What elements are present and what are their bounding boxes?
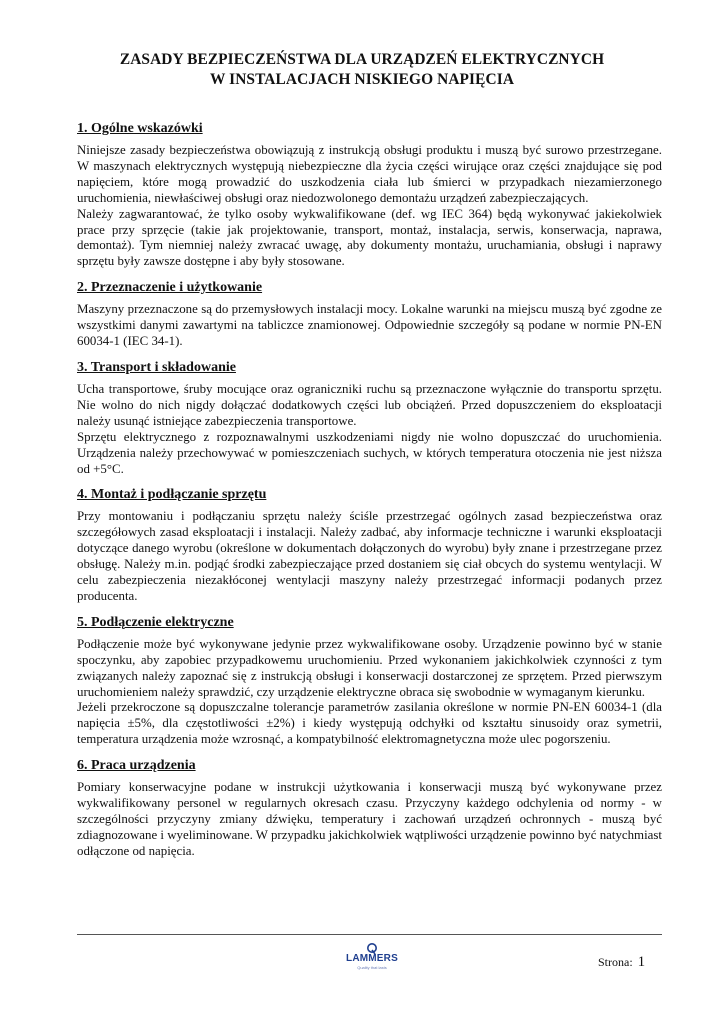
section-paragraph: Przy montowaniu i podłączaniu sprzętu należy ściśle przestrzegać ogólnych zasad bezpieczeństwa oraz szczegółowych zasad eksploatacji i instalacji. Należy zadbać, aby informacje techniczne i warunki eksploatacji dotyczące danego wyrobu (określone w dokumentach dołączonych do wyrobu) były znane i przestrzegane przez obsługę. Należy m.in. podjąć środki zabezpieczające przed dostaniem się ciał obcych do systemu wentylacji. W celu zabezpieczenia niezakłóconej wentylacji maszyny należy przestrzegać informacji podanych przez producenta. <box>77 509 662 603</box>
document-body <box>77 120 662 869</box>
section-heading: 5. Podłączenie elektryczne <box>77 614 234 630</box>
section-paragraph: Należy zagwarantować, że tylko osoby wykwalifikowane (def. wg IEC 364) będą wykonywać jakiekolwiek prace przy sprzęcie (takie jak projektowanie, transport, montaż, instalacja, serwis, konserwacja, naprawa, demontaż). Tym niemniej należy zwracać uwagę, aby dokumenty montażu, uruchamiania, obsługi i naprawy sprzętu były zawsze dostępne i aby były stosowane. <box>77 206 662 269</box>
title-line-2: W INSTALACJACH NISKIEGO NAPIĘCIA <box>209 71 515 88</box>
section-paragraph: Podłączenie może być wykonywane jedynie przez wykwalifikowane osoby. Urządzenie powinno być w stanie spoczynku, aby zapobiec przypadkowemu uruchomieniu. Przed wykonaniem jakichkolwiek czynności z tym związanych należy zapoznać się z instrukcją obsługi i konserwacji dostarczonej ze sprzętem. Przed pierwszym uruchomieniem należy sprawdzić, czy urządzenie elektryczne obraca się swobodnie w wymaganym kierunku. <box>77 636 662 699</box>
section-device-operation <box>77 757 662 860</box>
section-general-guidelines <box>77 120 662 270</box>
section-paragraph: Niniejsze zasady bezpieczeństwa obowiązują z instrukcją obsługi produktu i muszą być surowo przestrzegane. W maszynach elektrycznych występują niebezpieczne dla życia części wirujące oraz części znajdujące się pod napięciem, które mogą prowadzić do uszkodzenia ciała lub śmierci w przypadkach niezamierzonego uruchomienia, niewłaściwej obsługi oraz niedozwolonego demontażu urządzeń zabezpieczających. <box>77 143 662 205</box>
footer-divider <box>77 934 662 935</box>
section-transport-and-storage <box>77 359 662 477</box>
section-paragraph: Ucha transportowe, śruby mocujące oraz ograniczniki ruchu są przeznaczone wyłącznie do transportu sprzętu. Nie wolno do nich nigdy dołączać dodatkowych części lub obciążeń. Przed dopuszczeniem do eksploatacji należy usunąć istniejące zabezpieczenia transportowe. <box>77 381 662 428</box>
logo-tagline: Quality that lasts <box>357 965 387 970</box>
section-paragraph: Jeżeli przekroczone są dopuszczalne tolerancje parametrów zasilania określone w normie PN-EN 60034-1 (dla napięcia ±5%, dla częstotliwości ±2%) i kiedy występują odchyłki od kształtu sinusoidy oraz symetrii, temperatura urządzenia może wzrosnąć, a kompatybilność elektromagnetyczna może ulec pogorszeniu. <box>77 700 662 747</box>
section-heading: 6. Praca urządzenia <box>77 758 196 774</box>
section-heading: 2. Przeznaczenie i użytkowanie <box>77 280 263 296</box>
section-paragraph: Sprzętu elektrycznego z rozpoznawalnymi uszkodzeniami nigdy nie wolno dopuszczać do uruchomienia. Urządzenia należy przechowywać w pomieszczeniach suchych, w których temperatura otoczenia nie jest niższa od +5°C. <box>77 429 662 476</box>
document-title <box>60 50 664 90</box>
section-heading: 1. Ogólne wskazówki <box>77 121 203 136</box>
section-assembly-and-connection <box>77 486 662 604</box>
section-electrical-connection <box>77 614 662 748</box>
company-logo <box>332 942 412 972</box>
page-label: Strona: <box>598 955 633 969</box>
title-line-1: ZASADY BEZPIECZEŃSTWA DLA URZĄDZEŃ ELEKTRYCZNYCH <box>119 51 605 68</box>
section-paragraph: Maszyny przeznaczone są do przemysłowych instalacji mocy. Lokalne warunki na miejscu muszą być zgodne ze wszystkimi danymi zawartymi na tabliczce znamionowej. Odpowiednie szczegóły są podane w normie PN-EN 60034-1 (IEC 34-1). <box>77 302 662 349</box>
section-paragraph: Pomiary konserwacyjne podane w instrukcji użytkowania i konserwacji muszą być wykonywane przez wykwalifikowany personel w regularnych okresach czasu. Przyczyny każdego odchylenia od normy - w szczególności przyczyny zmiany dźwięku, temperatury i zachowań urządzeń ochronnych - muszą być zdiagnozowane i wyeliminowane. W przypadku jakichkolwiek wątpliwości urządzenie powinno być natychmiast odłączone od napięcia. <box>77 780 662 858</box>
section-heading: 4. Montaż i podłączanie sprzętu <box>77 487 267 503</box>
page-number-value: 1 <box>637 954 646 970</box>
page-number <box>598 954 645 971</box>
section-purpose-and-use <box>77 279 662 350</box>
section-heading: 3. Transport i składowanie <box>77 359 236 375</box>
logo-wordmark: LAMMERS <box>346 953 398 964</box>
